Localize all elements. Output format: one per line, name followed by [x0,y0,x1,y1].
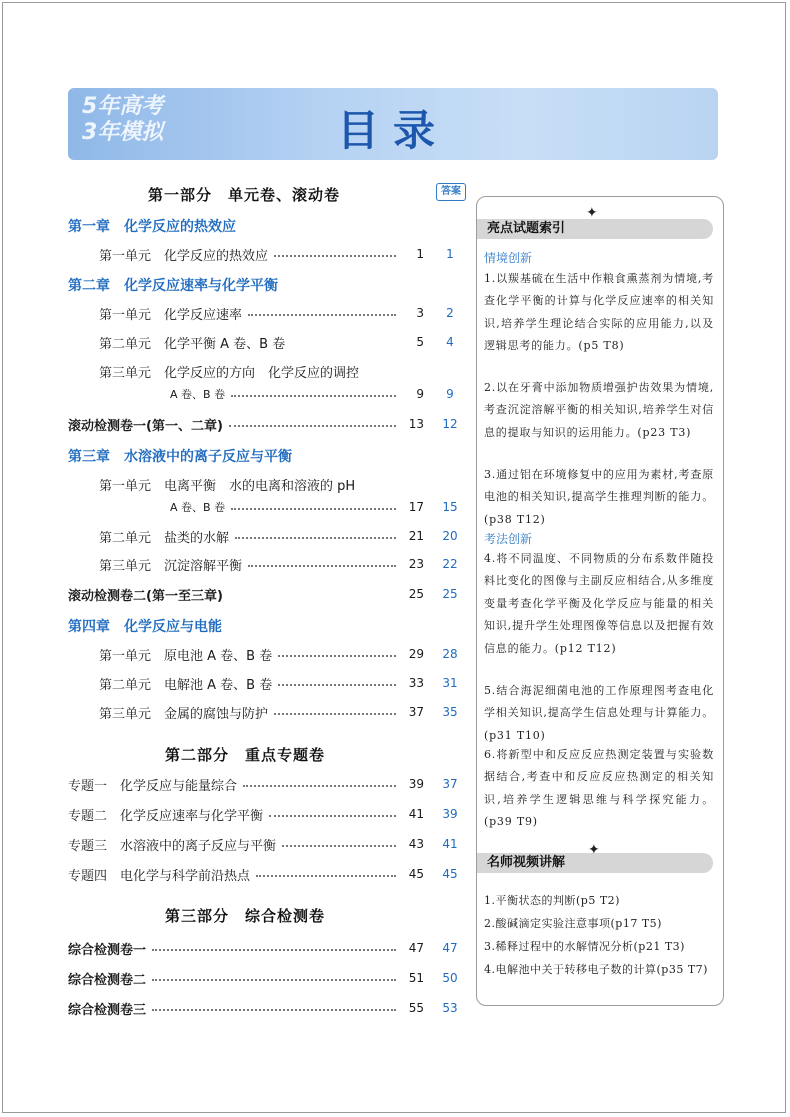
answer-page[interactable]: 41 [442,837,458,851]
page-number: 13 [408,417,424,431]
page-number: 25 [408,587,424,601]
toc-entry-ch3-u3[interactable] [99,554,424,574]
answer-page[interactable]: 50 [442,971,458,985]
entry-label: 第一单元 原电池 A 卷、B 卷 [99,648,273,664]
dot-leader [231,508,396,510]
entry-label: 第一单元 化学反应速率 [99,307,243,323]
page-number: 41 [408,807,424,821]
category-context: 情境创新 [484,251,533,265]
page-number: 51 [408,971,424,985]
toc-entry-ch3-u1[interactable] [170,497,424,517]
page-number: 43 [408,837,424,851]
chapter-1-title[interactable]: 第一章 化学反应的热效应 [68,219,236,235]
answer-page[interactable]: 2 [446,306,454,320]
dot-leader [278,655,396,657]
toc-entry-ch4-u2[interactable] [99,673,424,693]
page-number: 33 [408,676,424,690]
toc-entry-topic-4[interactable] [68,864,424,884]
highlight-item-4[interactable]: 4.将不同温度、不同物质的分布系数伴随投料比变化的图像与主副反应相结合,从多维度变量考查化学平衡及化学反应与能量的相关知识,提升学生处理图像等信息以及把握有效信息的能力。(p12 T12) [484,552,714,655]
highlight-item-2[interactable]: 2.以在牙膏中添加物质增强护齿效果为情境,考查沉淀溶解平衡的相关知识,培养学生对信息的提取与知识的运用能力。(p23 T3) [484,381,714,439]
answer-page[interactable]: 22 [442,557,458,571]
entry-label: 专题三 水溶液中的离子反应与平衡 [68,838,277,854]
entry-label: 第三单元 金属的腐蚀与防护 [99,706,269,722]
dot-leader [274,255,396,257]
entry-label: 第二单元 电解池 A 卷、B 卷 [99,677,273,693]
chapter-2-title[interactable]: 第二章 化学反应速率与化学平衡 [68,278,278,294]
dot-leader [278,684,396,686]
toc-entry-ch2-u3[interactable] [170,384,424,404]
dot-leader [243,785,396,787]
toc-entry-topic-2[interactable] [68,804,424,824]
sparkle-icon: ✦ [588,842,600,858]
highlight-item-5[interactable]: 5.结合海泥细菌电池的工作原理图考查电化学相关知识,提高学生信息处理与计算能力。(p31 T10) [484,684,714,742]
page-number: 23 [408,557,424,571]
page-number: 9 [416,387,424,401]
video-item-1[interactable]: 1.平衡状态的判断(p5 T2) [484,894,620,907]
answer-column-tag: 答案 [436,183,466,201]
highlight-item-6[interactable]: 6.将新型中和反应反应热测定装置与实验数据结合,考查中和反应反应热测定的相关知识,培养学生逻辑思维与科学探究能力。(p39 T9) [484,748,714,829]
answer-page[interactable]: 12 [442,417,458,431]
entry-label: 第一单元 化学反应的热效应 [99,248,269,264]
part-title-2: 第二部分 重点专题卷 [165,746,326,764]
toc-entry-comprehensive-1[interactable] [68,938,424,958]
page-number: 39 [408,777,424,791]
dot-leader [152,1009,396,1011]
entry-label: 第三单元 沉淀溶解平衡 [99,558,243,574]
entry-label: 第一单元 电离平衡 水的电离和溶液的 pH [99,478,356,494]
entry-label: 综合检测卷二 [68,972,147,988]
part-title-1: 第一部分 单元卷、滚动卷 [148,186,341,204]
page-number: 47 [408,941,424,955]
entry-label: 第二单元 化学平衡 A 卷、B 卷 [99,336,286,352]
toc-entry-ch3-u2[interactable] [99,526,424,546]
entry-label: 综合检测卷三 [68,1002,147,1018]
highlight-item-1[interactable]: 1.以羰基硫在生活中作粮食熏蒸剂为情境,考查化学平衡的计算与化学反应速率的相关知识,培养学生理论结合实际的应用能力,以及逻辑思考的能力。(p5 T8) [484,272,714,353]
entry-label: 专题二 化学反应速率与化学平衡 [68,808,264,824]
entry-label: 专题四 电化学与科学前沿热点 [68,868,251,884]
dot-leader [231,395,396,397]
answer-page[interactable]: 31 [442,676,458,690]
dot-leader [248,565,396,567]
page-title: 目录 [336,106,449,155]
answer-page[interactable]: 53 [442,1001,458,1015]
answer-page[interactable]: 37 [442,777,458,791]
entry-label: 第三单元 化学反应的方向 化学反应的调控 [99,365,360,381]
header-banner [68,88,718,160]
answer-page[interactable]: 1 [446,247,454,261]
toc-entry-roll2[interactable] [68,584,424,604]
page-number: 37 [408,705,424,719]
logo-line-1: 5年高考 [82,94,164,119]
highlights-title: 亮点试题索引 [477,219,713,239]
dot-leader [248,314,396,316]
part-title-3: 第三部分 综合检测卷 [165,907,326,925]
toc-entry-ch1-u1[interactable] [99,244,424,264]
entry-label: 专题一 化学反应与能量综合 [68,778,238,794]
toc-entry-ch2-u1[interactable] [99,303,424,323]
chapter-3-title[interactable]: 第三章 水溶液中的离子反应与平衡 [68,449,292,465]
toc-entry-topic-3[interactable] [68,834,424,854]
dot-leader [282,845,396,847]
toc-entry-ch4-u1[interactable] [99,644,424,664]
entry-label: 滚动检测卷一(第一、二章) [68,418,223,434]
answer-page[interactable]: 20 [442,529,458,543]
answer-page[interactable]: 28 [442,647,458,661]
dot-leader [152,949,396,951]
entry-label: A 卷、B 卷 [170,501,226,514]
entry-label: A 卷、B 卷 [170,388,226,401]
answer-page[interactable]: 9 [446,387,454,401]
dot-leader [235,537,396,539]
chapter-4-title[interactable]: 第四章 化学反应与电能 [68,619,222,635]
page-number: 55 [408,1001,424,1015]
page-number: 29 [408,647,424,661]
toc-entry-ch4-u3[interactable] [99,702,424,722]
video-item-2[interactable]: 2.酸碱滴定实验注意事项(p17 T5) [484,917,662,930]
entry-label: 滚动检测卷二(第一至三章) [68,588,223,604]
page-number: 3 [416,306,424,320]
toc-entry-topic-1[interactable] [68,774,424,794]
entry-label: 第二单元 盐类的水解 [99,530,230,546]
page-number: 21 [408,529,424,543]
page-number: 17 [408,500,424,514]
page-number: 45 [408,867,424,881]
video-item-4[interactable]: 4.电解池中关于转移电子数的计算(p35 T7) [484,963,708,976]
toc-entry-ch3-u1-line1[interactable] [99,474,424,494]
highlight-item-3[interactable]: 3.通过铝在环境修复中的应用为素材,考查原电池的相关知识,提高学生推理判断的能力。(p38 T12) [484,468,714,526]
dot-leader [256,875,396,877]
video-item-3[interactable]: 3.稀释过程中的水解情况分析(p21 T3) [484,940,685,953]
toc-entry-ch2-u2[interactable] [99,332,424,352]
category-method: 考法创新 [484,532,533,546]
answer-page[interactable]: 47 [442,941,458,955]
toc-entry-comprehensive-3[interactable] [68,998,424,1018]
answer-page[interactable]: 4 [446,335,454,349]
answer-page[interactable]: 39 [442,807,458,821]
sparkle-icon: ✦ [586,205,598,221]
answer-page[interactable]: 35 [442,705,458,719]
toc-entry-comprehensive-2[interactable] [68,968,424,988]
page-number: 1 [416,247,424,261]
dot-leader [269,815,396,817]
video-title: 名师视频讲解 [477,853,713,873]
answer-page[interactable]: 25 [442,587,458,601]
logo-line-2: 3年模拟 [82,120,164,145]
toc-entry-ch2-u3-line1[interactable] [99,361,424,381]
dot-leader [152,979,396,981]
page-number: 5 [416,335,424,349]
dot-leader [274,713,396,715]
toc-entry-roll1[interactable] [68,414,424,434]
answer-page[interactable]: 45 [442,867,458,881]
answer-page[interactable]: 15 [442,500,458,514]
entry-label: 综合检测卷一 [68,942,147,958]
dot-leader [229,425,396,427]
